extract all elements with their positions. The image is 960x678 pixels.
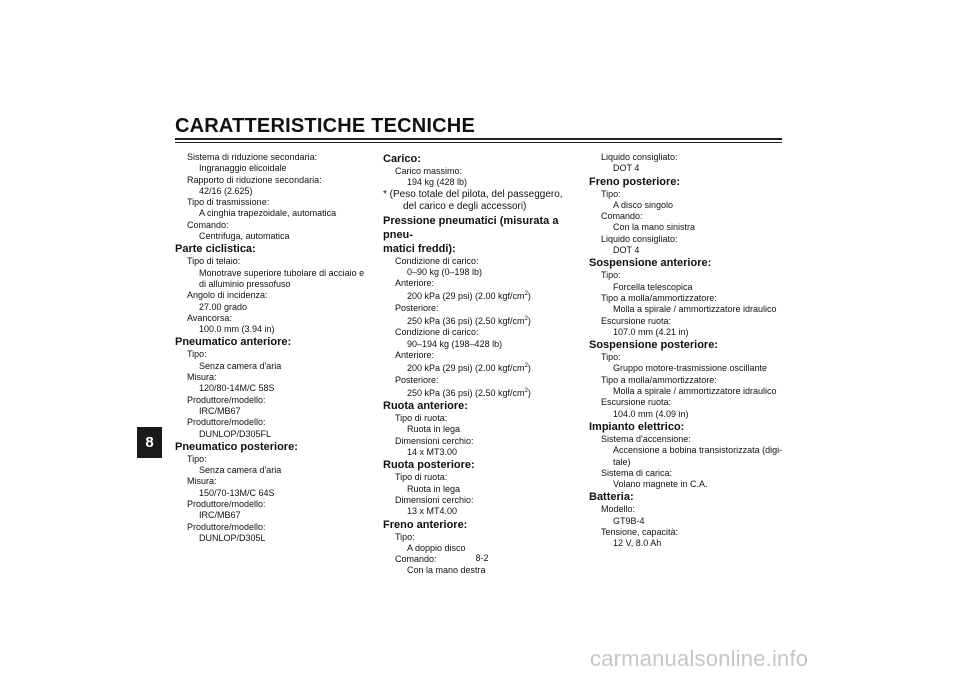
paren: ) (527, 363, 531, 374)
spec-value: tale) (613, 456, 631, 467)
spec-label: Tipo di ruota: (395, 472, 448, 483)
section-heading: matici freddi): (383, 242, 456, 255)
spec-label: Posteriore: (395, 374, 439, 385)
spec-label: Produttore/modello: (187, 417, 266, 428)
spec-value: DUNLOP/D305L (199, 532, 266, 543)
spec-label: Tensione, capacità: (601, 527, 679, 538)
superscript: 2 (524, 316, 528, 323)
spec-label: Anteriore: (395, 349, 435, 360)
spec-value: Molla a spirale / ammortizzatore idraulico (613, 386, 777, 397)
spec-label: Modello: (601, 504, 636, 515)
spec-label: Produttore/modello: (187, 499, 266, 510)
spec-value: DOT 4 (613, 245, 640, 256)
spec-value: Accensione a bobina transistorizzata (digi- (613, 445, 783, 456)
spec-value: Ingranaggio elicoidale (199, 163, 287, 174)
spec-label: Sistema di riduzione secondaria: (187, 152, 318, 162)
spec-label: Produttore/modello: (187, 394, 266, 405)
spec-value: 13 x MT4.00 (407, 506, 458, 517)
title-rule-thick (175, 138, 782, 140)
spec-value (383, 361, 579, 374)
section-heading: Impianto elettrico: (589, 420, 685, 433)
spec-label: Dimensioni cerchio: (395, 435, 474, 446)
spec-value: di alluminio pressofuso (199, 278, 291, 289)
spec-value: Senza camera d'aria (199, 465, 282, 476)
spec-value: DUNLOP/D305FL (199, 428, 272, 439)
spec-value: 150/70-13M/C 64S (199, 487, 275, 498)
spec-value (383, 289, 579, 302)
spec-value: Molla a spirale / ammortizzatore idraulico (613, 304, 777, 315)
spec-label: Condizione di carico: (395, 327, 479, 338)
pressure-value: 250 kPa (36 psi) (2.50 kgf/cm (407, 387, 525, 398)
spec-value: 104.0 mm (4.09 in) (613, 408, 689, 419)
spec-value: 12 V, 8.0 Ah (613, 538, 662, 549)
paren: ) (527, 387, 531, 398)
spec-label: Liquido consigliato: (601, 152, 678, 162)
spec-value: 100.0 mm (3.94 in) (199, 324, 275, 335)
paren: ) (527, 291, 531, 302)
pressure-value: 200 kPa (29 psi) (2.00 kgf/cm (407, 363, 525, 374)
spec-label: Tipo: (187, 349, 207, 360)
spec-value: Ruota in lega (407, 424, 461, 435)
spec-label: Tipo a molla/ammortizzatore: (601, 292, 717, 303)
footnote-line: del carico e degli accessori) (403, 201, 527, 213)
spec-label: Escursione ruota: (601, 315, 672, 326)
section-heading: Ruota anteriore: (383, 400, 468, 413)
spec-value: 0–90 kg (0–198 lb) (407, 266, 483, 277)
spec-value: 14 x MT3.00 (407, 447, 458, 458)
spec-label: Tipo: (601, 352, 621, 363)
spec-value: Gruppo motore-trasmissione oscillante (613, 363, 768, 374)
spec-label: Tipo a molla/ammortizzatore: (601, 374, 717, 385)
spec-label: Misura: (187, 476, 217, 487)
spec-value: Ruota in lega (407, 483, 461, 494)
section-heading: Ruota posteriore: (383, 459, 475, 472)
spec-value: A disco singolo (613, 199, 674, 210)
spec-label: Angolo di incidenza: (187, 290, 268, 301)
spec-label: Tipo: (601, 270, 621, 281)
section-heading: Sospensione posteriore: (589, 339, 718, 352)
spec-value: Con la mano destra (407, 565, 486, 576)
spec-value: IRC/MB67 (199, 510, 241, 521)
spec-value: Monotrave superiore tubolare di acciaio e (199, 267, 365, 278)
paren: ) (527, 316, 531, 327)
pressure-value: 250 kPa (36 psi) (2.50 kgf/cm (407, 316, 525, 327)
spec-label: Tipo di telaio: (187, 256, 241, 267)
spec-value: A cinghia trapezoidale, automatica (199, 208, 337, 219)
section-heading: Freno posteriore: (589, 175, 681, 188)
spec-label: Comando: (601, 211, 643, 222)
spec-label: Comando: (395, 554, 437, 565)
spec-label: Comando: (187, 219, 229, 230)
spec-value: Centrifuga, automatica (199, 231, 290, 242)
spec-label: Tipo: (601, 188, 621, 199)
spec-value: Forcella telescopica (613, 281, 693, 292)
title-rule-thin (175, 142, 782, 143)
spec-column-3 (589, 152, 785, 550)
page-number: 8-2 (475, 553, 489, 563)
section-heading: Batteria: (589, 491, 634, 504)
spec-label: Misura: (187, 372, 217, 383)
spec-value (383, 314, 579, 327)
superscript: 2 (524, 363, 528, 370)
spec-label: Sistema di carica: (601, 467, 673, 478)
spec-label: Rapporto di riduzione secondaria: (187, 174, 322, 185)
spec-value: A doppio disco (407, 542, 466, 553)
spec-column-1 (175, 152, 375, 544)
spec-label: Sistema d'accensione: (601, 433, 691, 444)
spec-label: Produttore/modello: (187, 521, 266, 532)
spec-label: Carico massimo: (395, 166, 463, 176)
section-heading: Carico: (383, 153, 421, 165)
spec-label: Avancorsa: (187, 312, 232, 323)
spec-value: 194 kg (428 lb) (407, 177, 468, 188)
spec-value: Con la mano sinistra (613, 222, 696, 233)
spec-label: Tipo di trasmissione: (187, 197, 270, 208)
spec-value: 120/80-14M/C 58S (199, 383, 275, 394)
page-title: CARATTERISTICHE TECNICHE (175, 115, 475, 137)
spec-label: Posteriore: (395, 302, 439, 313)
section-heading: Pneumatico posteriore: (175, 440, 298, 453)
spec-value: DOT 4 (613, 163, 640, 174)
spec-label: Tipo di ruota: (395, 413, 448, 424)
spec-label: Anteriore: (395, 278, 435, 289)
spec-value: IRC/MB67 (199, 405, 241, 416)
spec-value (383, 386, 579, 399)
section-heading: Parte ciclistica: (175, 243, 256, 256)
pressure-value: 200 kPa (29 psi) (2.00 kgf/cm (407, 291, 525, 302)
spec-column-2 (383, 152, 579, 577)
spec-label: Tipo: (395, 531, 415, 542)
spec-label: Liquido consigliato: (601, 233, 678, 244)
spec-value: GT9B-4 (613, 515, 645, 526)
section-heading: Pneumatico anteriore: (175, 336, 292, 349)
spec-value: Senza camera d'aria (199, 360, 282, 371)
spec-value: 90–194 kg (198–428 lb) (407, 338, 503, 349)
spec-label: Tipo: (187, 453, 207, 464)
spec-value: 42/16 (2.625) (199, 185, 253, 196)
section-heading: Pressione pneumatici (misurata a pneu- (383, 214, 559, 241)
spec-label: Escursione ruota: (601, 397, 672, 408)
watermark: carmanualsonline.info (590, 646, 809, 671)
spec-value: Volano magnete in C.A. (613, 479, 708, 490)
spec-label: Condizione di carico: (395, 255, 479, 266)
spec-label: Dimensioni cerchio: (395, 494, 474, 505)
footnote-line: * (Peso totale del pilota, del passeggero, (383, 188, 563, 200)
spec-value: 27.00 grado (199, 301, 248, 312)
superscript: 2 (524, 291, 528, 298)
section-heading: Freno anteriore: (383, 518, 468, 531)
section-heading: Sospensione anteriore: (589, 257, 712, 270)
spec-value: 107.0 mm (4.21 in) (613, 326, 689, 337)
chapter-tab: 8 (137, 427, 162, 458)
superscript: 2 (524, 387, 528, 394)
